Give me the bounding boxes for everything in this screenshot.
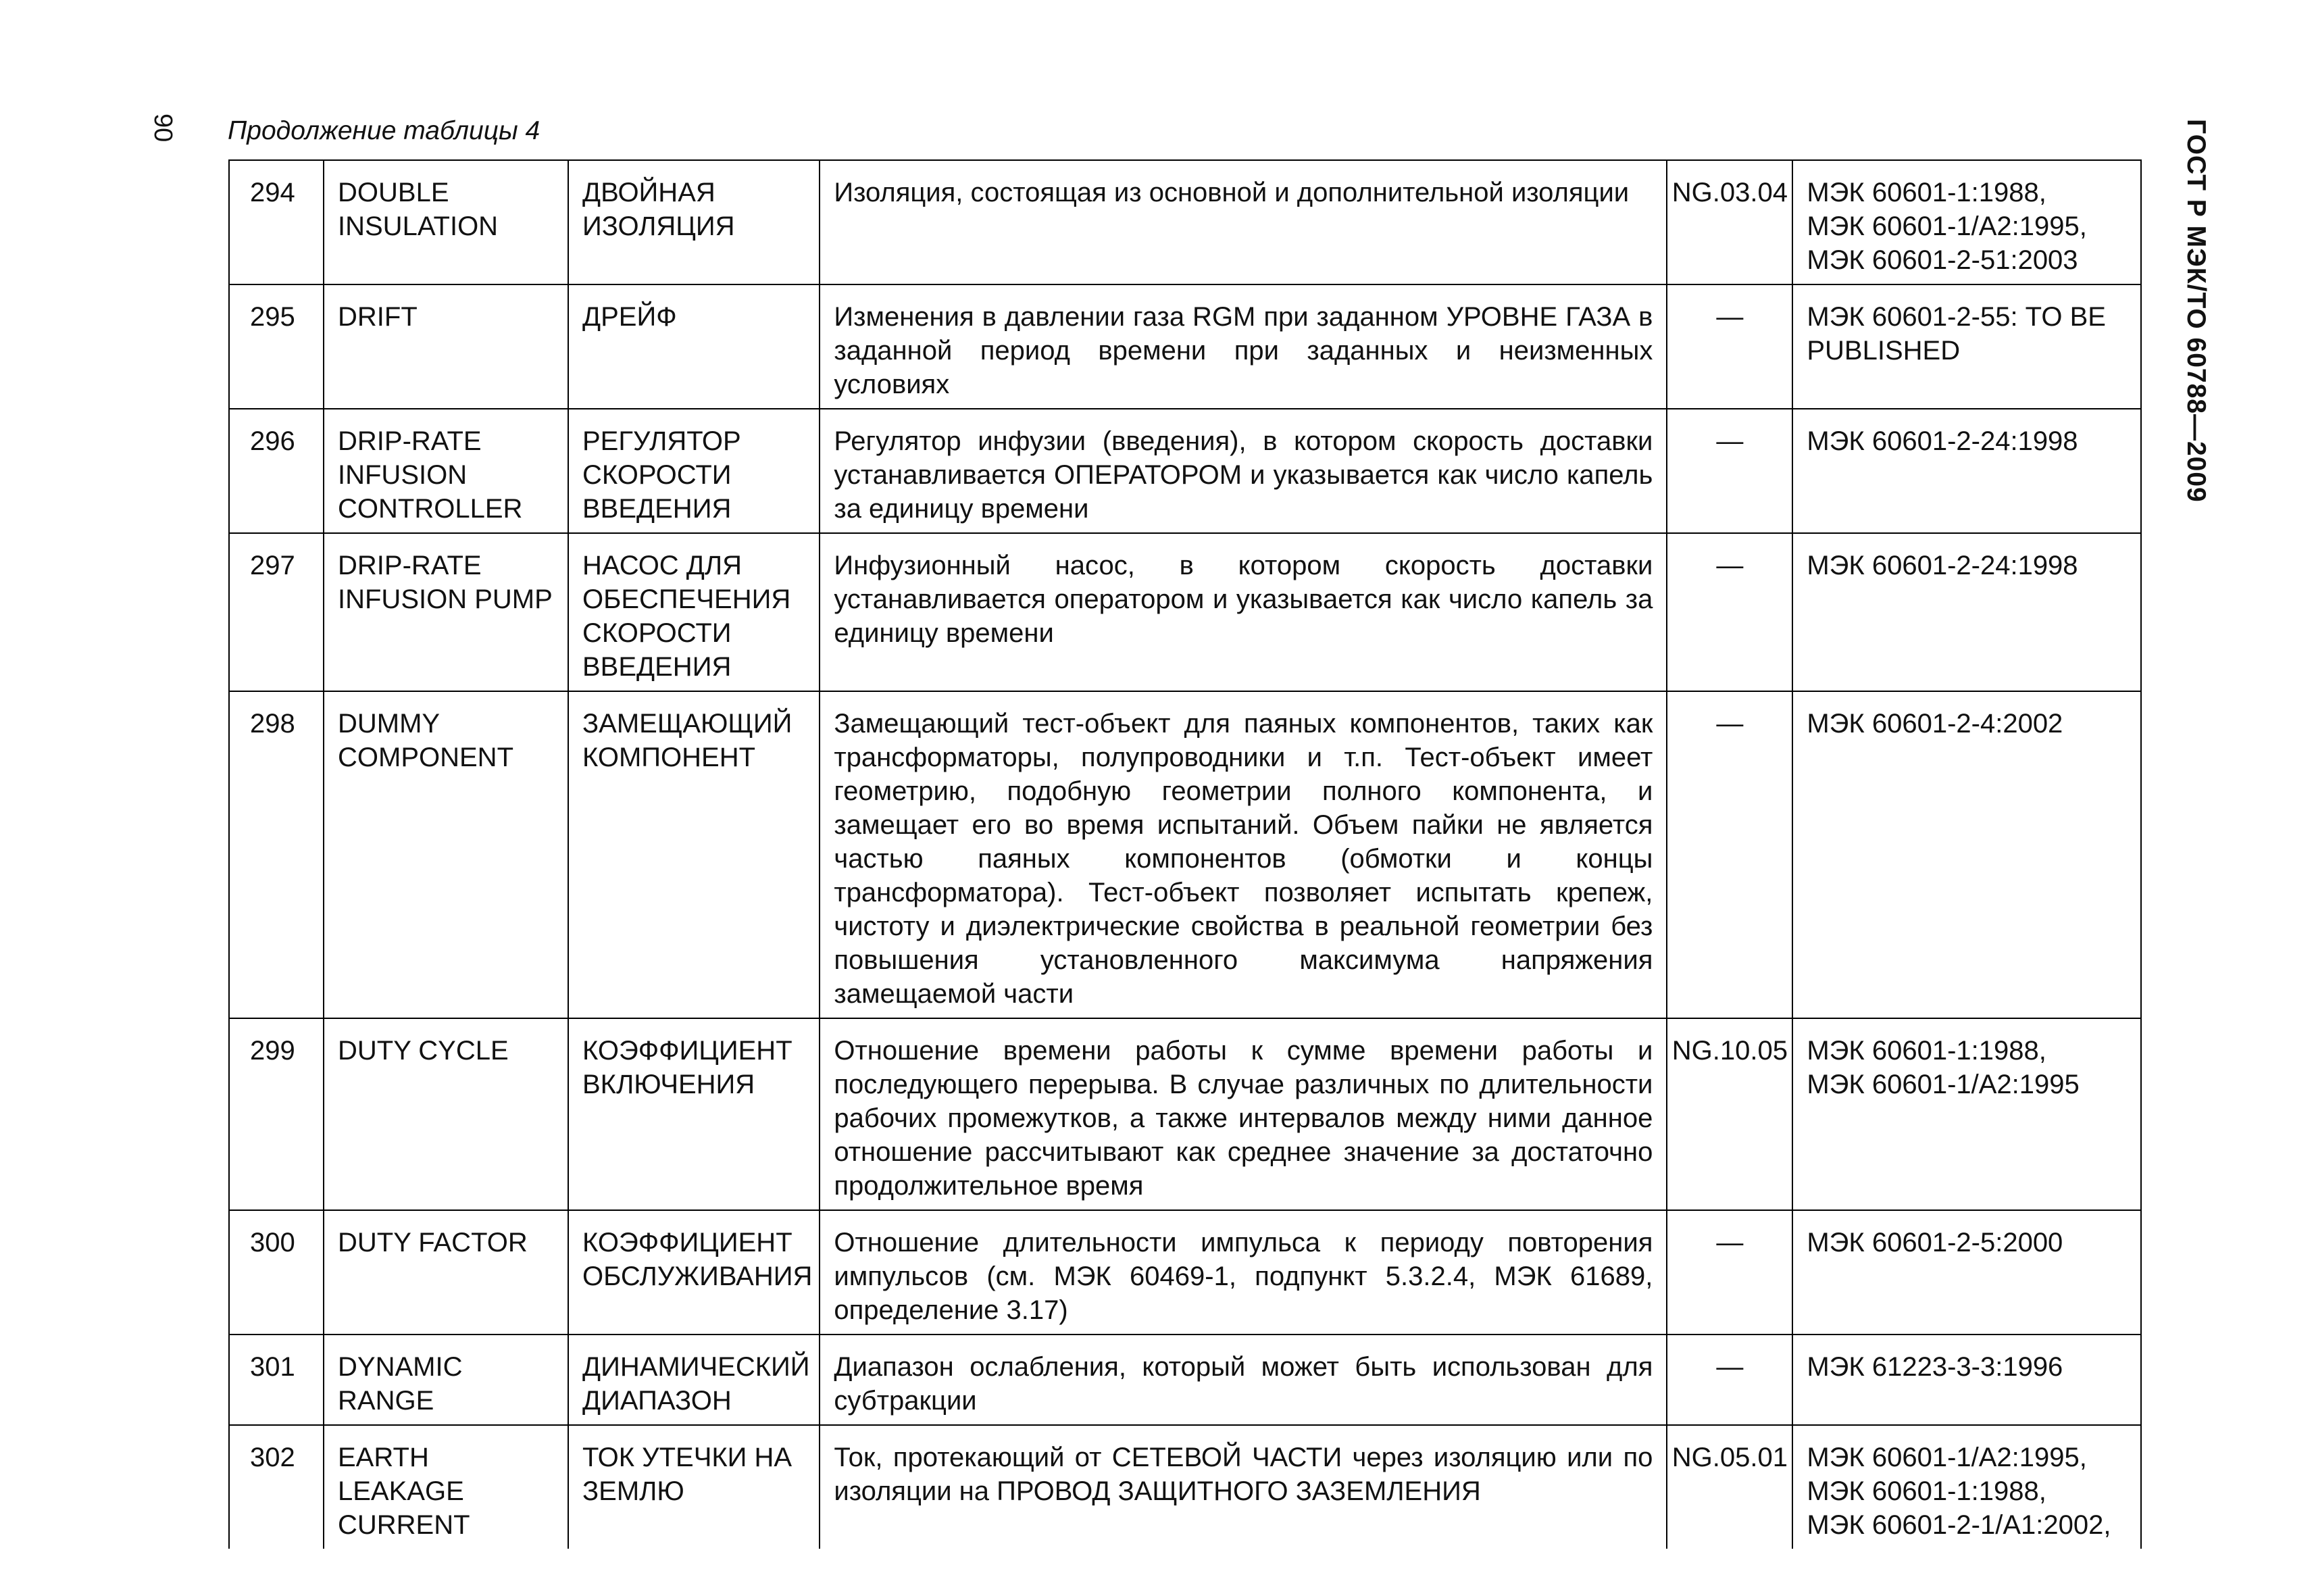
term-russian: ДРЕЙФ: [568, 284, 820, 409]
term-english: DRIP-RATE INFUSION PUMP: [324, 533, 568, 691]
term-number: 300: [229, 1210, 324, 1335]
term-number: 302: [229, 1425, 324, 1549]
term-russian: КОЭФФИЦИЕНТ ОБСЛУЖИВАНИЯ: [568, 1210, 820, 1335]
table-row: [229, 1210, 2141, 1335]
term-definition: Замещающий тест-объект для паяных компонентов, таких как трансформаторы, полупроводники и т.п. Тест-объект имеет геометрию, подобную геометрии полного компонента, и замещает его во время испытаний. Объем пайки не является частью паяных компонентов (обмотки и концы трансформатора). Тест-объект позволяет испытать крепеж, чистоту и диэлектрические свойства в реальной геометрии без повышения установленного максимума напряжения замещаемой части: [820, 691, 1667, 1018]
standard-reference: МЭК 60601-1/A2:1995: [1807, 1070, 2080, 1099]
term-russian: РЕГУЛЯТОР СКОРОСТИ ВВЕДЕНИЯ: [568, 409, 820, 533]
reference-code: —: [1667, 1335, 1792, 1425]
standard-reference: МЭК 60601-1/A2:1995,: [1807, 1443, 2087, 1472]
term-number: 301: [229, 1335, 324, 1425]
term-english: DUTY FACTOR: [324, 1210, 568, 1335]
term-number: 296: [229, 409, 324, 533]
term-definition: Ток, протекающий от СЕТЕВОЙ ЧАСТИ через изоляцию или по изоляции на ПРОВОД ЗАЩИТНОГО ЗАЗЕМЛЕНИЯ: [820, 1425, 1667, 1549]
table-row: [229, 284, 2141, 409]
standard-reference: МЭК 60601-1:1988,: [1807, 1036, 2046, 1066]
standard-reference: МЭК 60601-2-4:2002: [1807, 709, 2063, 739]
page-number: 90: [149, 114, 177, 143]
standard-reference: МЭК 60601-2-24:1998: [1807, 551, 2078, 580]
term-definition: Инфузионный насос, в котором скорость доставки устанавливается оператором и указывается как число капель за единицу времени: [820, 533, 1667, 691]
term-english: DYNAMIC RANGE: [324, 1335, 568, 1425]
term-english: DOUBLE INSULATION: [324, 160, 568, 284]
table-row: [229, 409, 2141, 533]
standard-references: [1792, 1335, 2141, 1425]
standard-references: [1792, 160, 2141, 284]
standard-references: [1792, 284, 2141, 409]
term-number: 294: [229, 160, 324, 284]
table-caption: Продолжение таблицы 4: [228, 116, 540, 145]
table-row: [229, 1018, 2141, 1210]
standard-reference: МЭК 60601-1/A2:1995,: [1807, 211, 2087, 241]
term-definition: Диапазон ослабления, который может быть использован для субтракции: [820, 1335, 1667, 1425]
term-definition: Изменения в давлении газа RGM при заданном УРОВНЕ ГАЗА в заданной период времени при заданных и неизменных условиях: [820, 284, 1667, 409]
term-russian: ДВОЙНАЯ ИЗОЛЯЦИЯ: [568, 160, 820, 284]
term-russian: ЗАМЕЩАЮЩИЙ КОМПОНЕНТ: [568, 691, 820, 1018]
reference-code: NG.03.04: [1667, 160, 1792, 284]
reference-code: —: [1667, 1210, 1792, 1335]
term-definition: Отношение длительности импульса к периоду повторения импульсов (см. МЭК 60469-1, подпункт 5.3.2.4, МЭК 61689, определение 3.17): [820, 1210, 1667, 1335]
terms-table: [228, 159, 2142, 1549]
term-english: DUMMY COMPONENT: [324, 691, 568, 1018]
standard-reference: МЭК 60601-2-24:1998: [1807, 426, 2078, 456]
term-definition: Регулятор инфузии (введения), в котором скорость доставки устанавливается ОПЕРАТОРОМ и указывается как число капель за единицу времени: [820, 409, 1667, 533]
reference-code: NG.10.05: [1667, 1018, 1792, 1210]
term-definition: Отношение времени работы к сумме времени работы и последующего перерыва. В случае различных по длительности рабочих промежутков, а также интервалов между ними данное отношение рассчитывают как среднее значение за достаточно продолжительное время: [820, 1018, 1667, 1210]
table-row: [229, 1425, 2141, 1549]
term-english: DRIP-RATE INFUSION CONTROLLER: [324, 409, 568, 533]
term-russian: НАСОС ДЛЯ ОБЕСПЕЧЕНИЯ СКОРОСТИ ВВЕДЕНИЯ: [568, 533, 820, 691]
table-row: [229, 1335, 2141, 1425]
reference-code: —: [1667, 691, 1792, 1018]
standard-references: [1792, 1018, 2141, 1210]
term-russian: ТОК УТЕЧКИ НА ЗЕМЛЮ: [568, 1425, 820, 1549]
term-russian: КОЭФФИЦИЕНТ ВКЛЮЧЕНИЯ: [568, 1018, 820, 1210]
document-title: ГОСТ Р МЭК/ТО 60788—2009: [2182, 119, 2211, 503]
reference-code: NG.05.01: [1667, 1425, 1792, 1549]
reference-code: —: [1667, 409, 1792, 533]
standard-reference: МЭК 60601-2-55: TO BE PUBLISHED: [1807, 302, 2106, 366]
standard-reference: МЭК 61223-3-3:1996: [1807, 1352, 2063, 1382]
term-number: 295: [229, 284, 324, 409]
standard-references: [1792, 533, 2141, 691]
standard-reference: МЭК 60601-2-1/A1:2002,: [1807, 1510, 2111, 1540]
term-number: 298: [229, 691, 324, 1018]
standard-references: [1792, 1425, 2141, 1549]
standard-reference: МЭК 60601-1:1988,: [1807, 178, 2046, 207]
standard-references: [1792, 1210, 2141, 1335]
reference-code: —: [1667, 533, 1792, 691]
term-russian: ДИНАМИЧЕСКИЙ ДИАПАЗОН: [568, 1335, 820, 1425]
term-english: DRIFT: [324, 284, 568, 409]
term-definition: Изоляция, состоящая из основной и дополнительной изоляции: [820, 160, 1667, 284]
term-english: EARTH LEAKAGE CURRENT: [324, 1425, 568, 1549]
table-row: [229, 533, 2141, 691]
term-number: 299: [229, 1018, 324, 1210]
terms-table-body: [229, 160, 2141, 1549]
term-number: 297: [229, 533, 324, 691]
table-row: [229, 160, 2141, 284]
term-english: DUTY CYCLE: [324, 1018, 568, 1210]
table-row: [229, 691, 2141, 1018]
standard-reference: МЭК 60601-2-51:2003: [1807, 245, 2078, 275]
standard-references: [1792, 409, 2141, 533]
standard-reference: МЭК 60601-2-5:2000: [1807, 1228, 2063, 1257]
standard-references: [1792, 691, 2141, 1018]
reference-code: —: [1667, 284, 1792, 409]
standard-reference: МЭК 60601-1:1988,: [1807, 1476, 2046, 1506]
